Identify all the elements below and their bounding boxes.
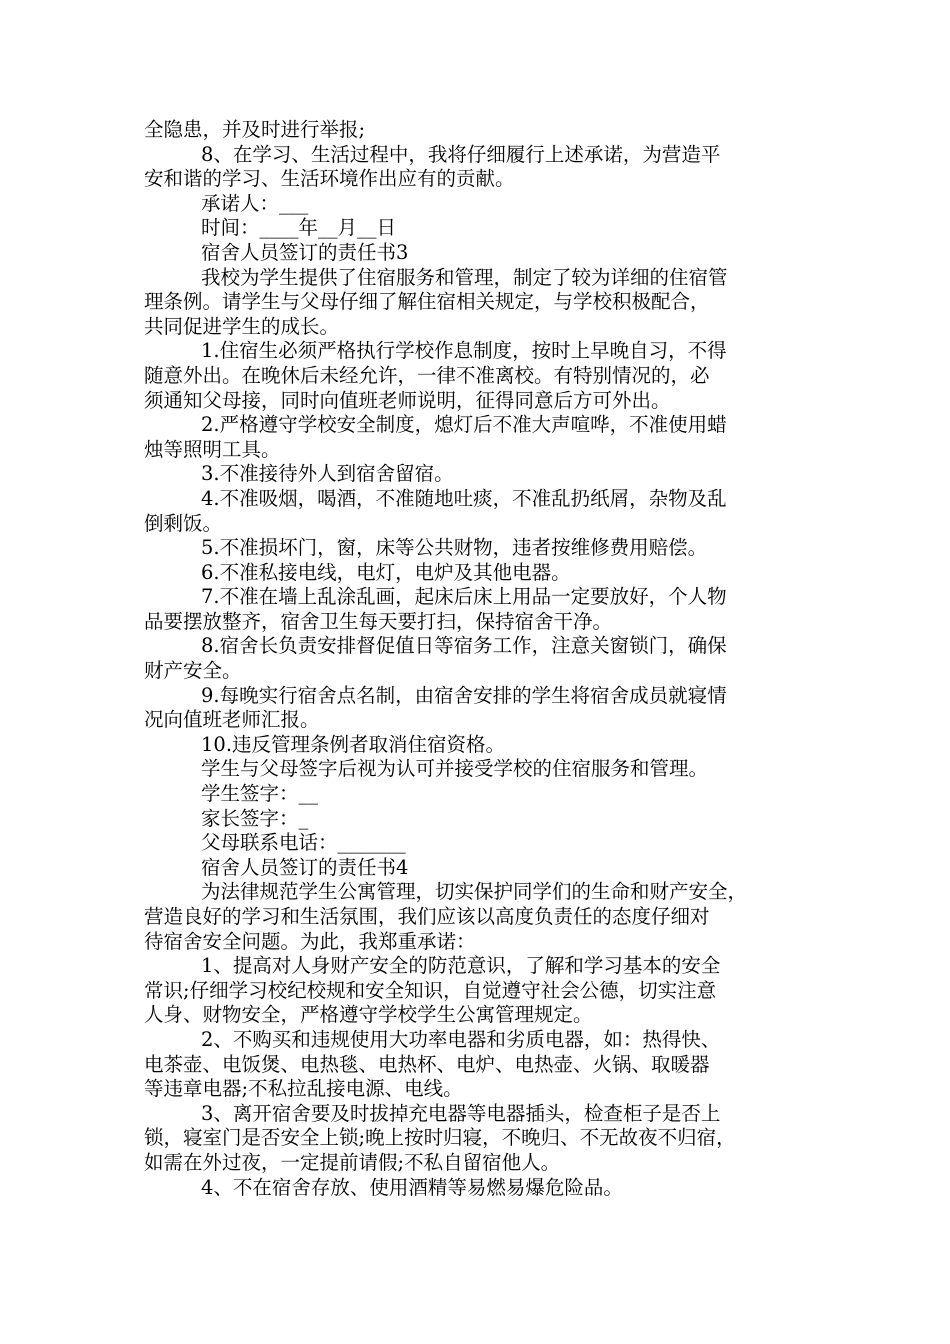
text-line: 为法律规范学生公寓管理，切实保护同学们的生命和财产安全， <box>201 880 748 904</box>
text-line: 学生与父母签字后视为认可并接受学校的住宿服务和管理。 <box>201 757 709 781</box>
text-line: 待宿舍安全问题。为此，我郑重承诺： <box>144 929 476 953</box>
text-line: 随意外出。在晚休后未经允许，一律不准离校。有特别情况的，必 <box>144 363 710 387</box>
text-line: 共同促进学生的成长。 <box>144 314 340 338</box>
text-line: 我校为学生提供了住宿服务和管理，制定了较为详细的住宿管 <box>201 265 728 289</box>
text-line: 1.住宿生必须严格执行学校作息制度，按时上早晚自习，不得 <box>201 339 727 363</box>
text-line: 2.严格遵守学校安全制度，熄灯后不准大声喧哗，不准使用蜡 <box>201 413 727 437</box>
text-line: 9.每晚实行宿舍点名制，由宿舍安排的学生将宿舍成员就寝情 <box>201 683 727 707</box>
text-line: 学生签字：__ <box>201 782 319 806</box>
text-line: 8、在学习、生活过程中，我将仔细履行上述承诺，为营造平 <box>201 142 721 166</box>
text-line: 3、离开宿舍要及时拔掉充电器等电器插头，检查柜子是否上 <box>201 1101 721 1125</box>
text-line: 8.宿舍长负责安排督促值日等宿务工作，注意关窗锁门，确保 <box>201 634 727 658</box>
text-line: 1、提高对人身财产安全的防范意识，了解和学习基本的安全 <box>201 954 721 978</box>
text-line: 营造良好的学习和生活氛围，我们应该以高度负责任的态度仔细对 <box>144 905 710 928</box>
text-line: 父母联系电话：_______ <box>201 831 406 855</box>
text-line: 烛等照明工具。 <box>144 437 281 461</box>
text-line: 家长签字：_ <box>201 806 309 830</box>
text-line: 常识;仔细学习校纪校规和安全知识，自觉遵守社会公德，切实注意 <box>144 978 717 1002</box>
text-line: 品要摆放整齐，宿舍卫生每天要打扫，保持宿舍干净。 <box>144 609 613 633</box>
text-line: 承诺人：___ <box>201 191 309 215</box>
text-line: 况向值班老师汇报。 <box>144 708 320 732</box>
text-line: 宿舍人员签订的责任书3 <box>201 240 409 264</box>
text-line: 财产安全。 <box>144 659 242 683</box>
text-line: 时间：____年__月__日 <box>201 216 397 240</box>
text-line: 4、不在宿舍存放、使用酒精等易燃易爆危险品。 <box>201 1175 623 1199</box>
text-line: 10.违反管理条例者取消住宿资格。 <box>201 732 506 756</box>
text-line: 7.不准在墙上乱涂乱画，起床后床上用品一定要放好，个人物 <box>201 585 727 609</box>
text-line: 6.不准私接电线，电灯，电炉及其他电器。 <box>201 560 571 584</box>
text-line: 理条例。请学生与父母仔细了解住宿相关规定，与学校积极配合， <box>144 290 710 314</box>
text-line: 等违章电器;不私拉乱接电源、电线。 <box>144 1077 463 1101</box>
text-line: 如需在外过夜，一定提前请假;不私自留宿他人。 <box>144 1150 561 1174</box>
text-line: 须通知父母接，同时向值班老师说明，征得同意后方可外出。 <box>144 388 671 412</box>
text-line: 5.不准损坏门，窗，床等公共财物，违者按维修费用赔偿。 <box>201 536 708 560</box>
text-line: 人身、财物安全，严格遵守学校学生公寓管理规定。 <box>144 1003 593 1027</box>
text-line: 电茶壶、电饭煲、电热毯、电热杯、电炉、电热壶、火锅、取暖器 <box>144 1052 710 1076</box>
text-line: 倒剩饭。 <box>144 511 223 535</box>
text-line: 3.不准接待外人到宿舍留宿。 <box>201 462 454 486</box>
text-line: 锁，寝室门是否安全上锁;晚上按时归寝，不晚归、不无故夜不归宿， <box>144 1126 736 1150</box>
text-line: 全隐患，并及时进行举报; <box>144 118 366 141</box>
text-line: 宿舍人员签订的责任书4 <box>201 855 409 879</box>
text-line: 2、不购买和违规使用大功率电器和劣质电器，如：热得快、 <box>201 1027 721 1051</box>
text-line: 安和谐的学习、生活环境作出应有的贡献。 <box>144 167 515 191</box>
text-line: 4.不准吸烟，喝酒，不准随地吐痰，不准乱扔纸屑，杂物及乱 <box>201 486 727 510</box>
